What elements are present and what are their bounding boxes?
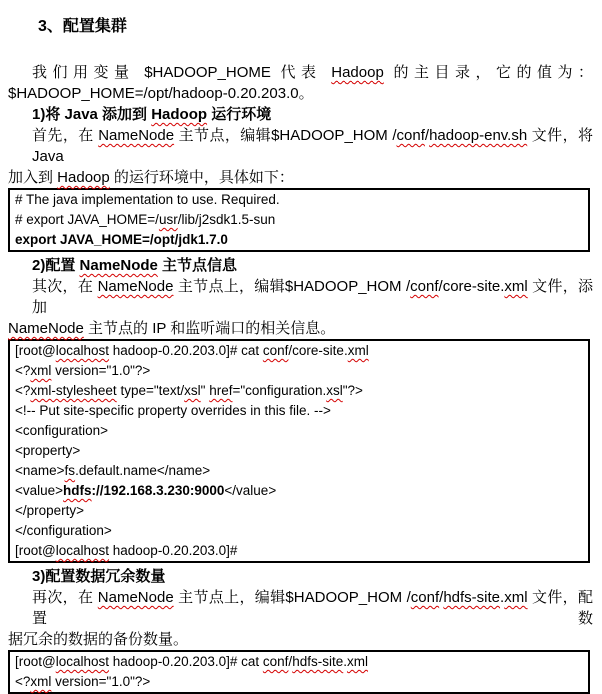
code-line (15, 441, 588, 461)
spellcheck-flagged-text: xml (30, 674, 52, 689)
code-line (15, 421, 588, 441)
code-line (15, 461, 588, 481)
spellcheck-flagged-text: Hadoop (331, 64, 384, 81)
heading-namenode-config (8, 255, 593, 276)
code-block-hdfs-site-xml (8, 650, 590, 694)
paragraph-line (8, 629, 593, 650)
spellcheck-flagged-text: NameNode (97, 589, 174, 606)
text-run: # export JAVA_HOME=/ (15, 212, 159, 227)
text-run: <name> (15, 463, 65, 478)
text-run: <? (15, 383, 31, 398)
text-run: ="configuration. (232, 383, 327, 398)
text-run: <!-- Put site-specific property overrides in this file. --> (15, 403, 331, 418)
code-line (15, 381, 588, 401)
text-run: [root@ (15, 343, 56, 358)
text-run: 主节点信息 (157, 257, 238, 274)
text-run: 我们用变量 $HADOOP_HOME 代表 (32, 64, 332, 81)
spellcheck-flagged-text: Hadoop (151, 106, 208, 123)
spellcheck-flagged-text: xml (504, 589, 528, 606)
code-line (15, 190, 588, 210)
text-run: 的主目录，它的值为： (383, 64, 594, 81)
heading-replication-config (8, 566, 593, 587)
paragraph-add-java (8, 125, 593, 188)
text-run: /lib/j2sdk1.5-sun (177, 212, 276, 227)
spellcheck-flagged-text: xml (346, 654, 368, 669)
text-run: 文件，配置数 (32, 589, 593, 627)
spellcheck-flagged-text: NameNode (8, 320, 84, 337)
spellcheck-flagged-text: localhost (55, 654, 110, 669)
text-run: / (424, 127, 430, 144)
code-block-core-site-xml (8, 339, 590, 563)
text-run: version="1.0"?> (51, 363, 151, 378)
text-run: $HADOOP_HOME=/opt/hadoop-0.20.203.0。 (8, 85, 314, 102)
document-page (0, 17, 602, 694)
text-run: [root@ (15, 543, 56, 558)
text-run: 主节点，编辑$HADOOP_HOM / (174, 127, 397, 144)
spellcheck-flagged-text: hadoop-env.sh (429, 127, 528, 144)
text-run: 3)配置数据冗余数量 (32, 568, 166, 585)
text-run: # The java implementation to use. Required. (15, 192, 280, 207)
paragraph-line (8, 276, 593, 318)
text-run: ://192.168.3.230:9000 (91, 483, 225, 498)
text-run: </value> (224, 483, 277, 498)
text-run: 运行环境 (207, 106, 272, 123)
text-run: /core-site. (438, 278, 505, 295)
text-run: 2)配置 (32, 257, 80, 274)
spellcheck-flagged-text: href (209, 383, 233, 398)
code-line (15, 341, 588, 361)
text-run: hadoop-0.20.203.0]# cat (109, 654, 263, 669)
text-run: 的运行环境中，具体如下： (109, 169, 294, 186)
text-run: <value> (15, 483, 64, 498)
text-run: 再次，在 (32, 589, 98, 606)
spellcheck-flagged-text: conf (410, 589, 440, 606)
text-run: "?> (342, 383, 363, 398)
text-run: <configuration> (15, 423, 109, 438)
text-run: .default.name</name> (75, 463, 211, 478)
code-block-hadoop-env (8, 188, 590, 252)
code-line (15, 361, 588, 381)
spellcheck-flagged-text: usr (158, 212, 178, 227)
text-run: 主节点上，编辑$HADOOP_HOM / (173, 278, 411, 295)
text-run: </property> (15, 503, 85, 518)
spellcheck-flagged-text: hdfs-site (443, 589, 501, 606)
text-run: </configuration> (15, 523, 112, 538)
code-line (15, 672, 588, 692)
paragraph-line (8, 125, 593, 167)
text-run: 主节点的 IP 和监听端口的相关信息。 (83, 320, 336, 337)
spellcheck-flagged-text: xml (30, 363, 52, 378)
text-run: hadoop-0.20.203.0]# cat (109, 343, 263, 358)
code-line (15, 521, 588, 541)
spellcheck-flagged-text: xml-stylesheet (30, 383, 117, 398)
spellcheck-flagged-text: xml (347, 343, 369, 358)
code-line (15, 481, 588, 501)
text-run: [root@ (15, 654, 56, 669)
spellcheck-flagged-text: conf (262, 654, 289, 669)
spellcheck-flagged-text: conf (262, 343, 289, 358)
code-line (15, 501, 588, 521)
text-run: . (500, 589, 505, 606)
spellcheck-flagged-text: fs (64, 463, 76, 478)
paragraph-line (8, 587, 593, 629)
text-run: / (288, 654, 293, 669)
text-run: 主节点上，编辑$HADOOP_HOM / (173, 589, 411, 606)
text-run: <? (15, 674, 31, 689)
text-run: / (439, 589, 444, 606)
code-line (15, 230, 588, 250)
code-line (15, 652, 588, 672)
text-run: 1)将 Java 添加到 (32, 106, 152, 123)
text-run: 文件，添加 (32, 278, 594, 316)
spellcheck-flagged-text: NameNode (98, 127, 175, 144)
text-run: 其次，在 (32, 278, 98, 295)
paragraph-line (8, 167, 593, 188)
paragraph-line (8, 83, 593, 104)
spellcheck-flagged-text: hdfs (63, 483, 92, 498)
paragraph-line (8, 62, 593, 83)
code-line (15, 210, 588, 230)
heading-add-java (8, 104, 593, 125)
text-run: /core-site. (288, 343, 348, 358)
text-run: version="1.0"?> (51, 674, 151, 689)
spellcheck-flagged-text: conf (410, 278, 439, 295)
spellcheck-flagged-text: localhost (55, 543, 110, 558)
section-title: 3、配置集群 (38, 18, 127, 35)
text-run: 加入到 (8, 169, 58, 186)
paragraph-namenode-config (8, 276, 593, 339)
text-run: <? (15, 363, 31, 378)
text-run: 据冗余的数据的备份数量。 (8, 631, 189, 648)
spellcheck-flagged-text: Hadoop (57, 169, 110, 186)
text-run: type="text/ (116, 383, 185, 398)
code-line (15, 401, 588, 421)
spellcheck-flagged-text: conf (396, 127, 425, 144)
spellcheck-flagged-text: xml (504, 278, 528, 295)
text-run: <property> (15, 443, 81, 458)
spellcheck-flagged-text: NameNode (79, 257, 158, 274)
intro-paragraph (8, 62, 593, 104)
spellcheck-flagged-text: NameNode (97, 278, 174, 295)
text-run: " (200, 383, 210, 398)
spellcheck-flagged-text: hdfs-site (292, 654, 344, 669)
text-run: . (343, 654, 347, 669)
paragraph-replication-config (8, 587, 593, 650)
text-run: 首先，在 (32, 127, 99, 144)
spellcheck-flagged-text: xsl (326, 383, 343, 398)
spellcheck-flagged-text: localhost (55, 343, 110, 358)
text-run: hadoop-0.20.203.0]# (109, 543, 238, 558)
text-run: export JAVA_HOME=/opt/jdk1.7.0 (15, 232, 228, 247)
paragraph-line (8, 318, 593, 339)
text-run: 文件，将 Java (32, 127, 593, 165)
spellcheck-flagged-text: xsl (184, 383, 201, 398)
code-line (15, 541, 588, 561)
